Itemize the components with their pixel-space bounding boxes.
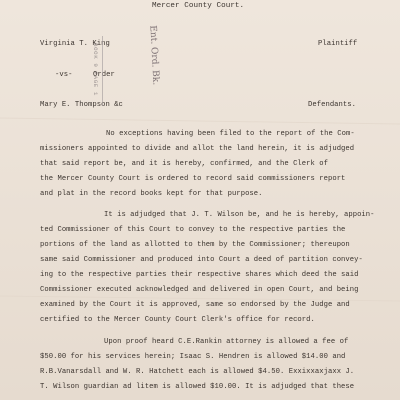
order-label: Order [93,71,115,79]
body-p2-line-5: ing to the respective parties their respective shares which deed the said [40,271,359,279]
court-heading: Mercer County Court. [152,2,245,10]
handwritten-notation: Ent. Ord. Bk. [147,25,161,86]
body-p2-line-1: It is adjudged that J. T. Wilson be, and he is hereby, appoin- [104,211,375,219]
body-p3-line-2: $50.00 for his services herein; Isaac S. Hendren is allowed $14.00 and [40,353,346,361]
versus-marker: -vs- [55,71,73,79]
record-stamp-text: BOOK 9 PAGE 1 [92,42,100,97]
record-stamp [92,36,121,106]
body-p2-line-4: same said Commissioner and produced into Court a deed of partition convey- [40,256,363,264]
body-p2-line-7: examined by the Court it is approved, same so endorsed by the Judge and [40,301,350,309]
body-p2-line-8: certified to the Mercer County Court Clerk's office for record. [40,316,315,324]
plaintiff-label: Plaintiff [318,40,358,48]
body-p1-line-4: the Mercer County Court is ordered to record said commissioners report [40,175,346,183]
defendant-name: Mary E. Thompson &c [40,101,123,109]
plaintiff-name: Virginia T. King [40,40,110,48]
body-p2-line-3: portions of the land as allotted to them by the Commissioner; thereupon [40,241,350,249]
body-p1-line-5: and plat in the record books kept for that purpose. [40,190,263,198]
body-p1-line-1: No exceptions having been filed to the report of the Com- [106,130,355,138]
body-p2-line-2: ted Commissioner of this Court to convey to the respective parties the [40,226,346,234]
body-p1-line-2: missioners appointed to divide and allot the land herein, it is adjudged [40,145,355,153]
body-p3-line-3: R.B.Vanarsdall and W. R. Hatchett each is allowed $4.50. Exxixxaxjaxx J. [40,368,355,376]
body-p2-line-6: Commissioner executed acknowledged and delivered in open Court, and being [40,286,359,294]
body-p1-line-3: that said report be, and it is hereby, confirmed, and the Clerk of [40,160,328,168]
body-p3-line-1: Upon proof heard C.E.Rankin attorney is allowed a fee of [104,338,349,346]
defendant-label: Defendants. [308,101,356,109]
body-p3-line-4: T. Wilson guardian ad litem is allowed $10.00. It is adjudged that these [40,383,355,391]
